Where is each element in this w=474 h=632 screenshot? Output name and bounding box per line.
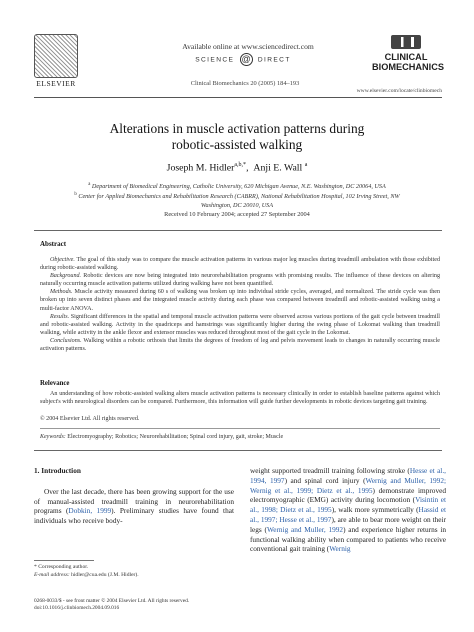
doi-line[interactable]: doi:10.1016/j.clinbiomech.2004.09.016	[34, 605, 120, 612]
citation-link[interactable]: Wernig	[329, 544, 351, 554]
body-text: ) and experience higher returns in functional walking ability when compared to patients who receive conventional gait training (	[250, 524, 447, 554]
body-text: ) and spinal cord injury (	[284, 475, 366, 485]
keywords-label: Keywords:	[40, 434, 66, 440]
keywords-divider	[40, 428, 440, 429]
citation-link[interactable]: Dobkin, 1999	[68, 506, 112, 516]
abstract-background: Background. Robotic devices are now being integrated into neurorehabilitation programs with promising results. The influence of these devices on altering naturally occurring muscle activation patterns utilized during walking have not been quantified.	[40, 273, 440, 288]
body-text: ), walk more symmetrically (	[331, 505, 419, 515]
elsevier-tree-icon	[34, 34, 78, 78]
abstract-objective: Objective. The goal of this study was to compare the muscle activation patterns in various major leg muscles during treadmill ambulation with those exhibited during robotic-assisted walking.	[40, 257, 440, 272]
keywords-list: Electromyography; Robotics; Neurorehabilitation; Spinal cord injury, gait, stroke; Muscle	[65, 434, 284, 440]
journal-citation: Clinical Biomechanics 20 (2005) 184–193	[190, 80, 300, 87]
abstract-conclusions: Conclusions. Walking within a robotic orthosis that limits the degrees of freedom of leg and pelvis movement leads to changes in naturally occurring muscle activation patterns.	[40, 337, 440, 353]
citation-link[interactable]: Hesse et al., 1994, 1997	[250, 466, 446, 485]
author-affil-sup[interactable]: a	[304, 162, 308, 168]
email-link[interactable]: hidler@cua.edu (J.M. Hidler).	[69, 571, 139, 578]
title-line-2: robotic-assisted walking	[171, 137, 303, 152]
body-text: ) demonstrate improved electromyographic (EMG) activity during locomotion (	[250, 485, 446, 505]
email-line: E-mail address: hidler@cua.edu (J.M. Hidler).	[34, 571, 139, 578]
sciencedirect-logo-left: SCIENCE	[195, 56, 235, 64]
relevance-heading: Relevance	[40, 380, 70, 387]
journal-logo	[372, 35, 444, 73]
journal-logo-line1: CLINICAL	[384, 52, 428, 62]
corresponding-author-note: * Corresponding author.	[34, 564, 89, 570]
citation-link[interactable]: Wernig and Muller, 1992	[266, 524, 344, 534]
abstract-results: Results. Significant differences in the spatial and temporal muscle activation patterns were observed across various portions of the gait cycle between treadmill and robotic-assisted walking. Activity in the quadriceps and hamstrings was significantly higher during the swing phase of Lokomat walking than treadmill walking, while activity in the ankle flexor and extensor muscles was reduced throughout most of the gait cycle in the Lokomat.	[40, 313, 440, 336]
bottom-meta	[34, 598, 254, 613]
intro-paragraph-1: Over the last decade, there has been growing support for the use of manual-assisted treadmill training in neurorehabilitation programs (Dobkin, 1999). Preliminary studies have found that individuals who receive body-	[34, 486, 234, 526]
citation-link[interactable]: Wernig and Muller, 1992; Wernig et al., 1999; Dietz et al., 1995	[250, 475, 446, 495]
relevance-body: An understanding of how robotic-assisted walking alters muscle activation patterns is necessary clinically in order to establish baseline patterns against which subject's with neurological disorders can be compared. Furthermore, this information will guide further developments in robotic devices targeting gait training.	[40, 391, 440, 406]
elsevier-logo	[34, 34, 78, 86]
body-divider	[34, 450, 442, 451]
author-affil-sup[interactable]: a,b,*	[234, 162, 247, 168]
section-heading-introduction: 1. Introduction	[34, 466, 81, 475]
publisher-name: ELSEVIER	[36, 79, 76, 88]
sciencedirect-logo-right: DIRECT	[257, 56, 291, 64]
affiliation-b: $^b$ Center for Applied Biomechanics and Rehabilitation Research (CABRR), National Rehabilitation Hospital, 102 Irving Street, NW Washington, DC 20010, USA	[74, 192, 400, 209]
body-text: weight supported treadmill training following stroke (	[250, 466, 410, 475]
abstract-body	[40, 256, 440, 353]
footnote-divider	[34, 560, 94, 561]
sciencedirect-at-icon: @	[241, 54, 251, 64]
affiliations	[70, 181, 404, 210]
abstract-methods: Methods. Muscle activity measured during 60 s of walking was broken up into individual stride cycles, averaged, and normalized. The stride cycle was then broken up into seven distinct phases and the integrated muscle activity during each phase was compared between treadmill and robotic-assisted walking using a multi-factor ANOVA.	[40, 289, 440, 312]
author-name: Joseph M. Hidler	[166, 162, 235, 174]
intro-right-column	[250, 466, 446, 554]
header-divider	[34, 97, 442, 98]
affiliation-a: $^a$ Department of Biomedical Engineering, Catholic University, 620 Michigan Avenue, N.E. Washington, DC 20064, USA	[88, 182, 386, 191]
copyright-line: © 2004 Elsevier Ltd. All rights reserved.	[40, 416, 140, 422]
journal-url[interactable]: www.elsevier.com/locate/clinbiomech	[356, 88, 442, 94]
available-online-text[interactable]: Available online at www.sciencedirect.com	[182, 42, 314, 51]
journal-logo-icon	[391, 35, 421, 49]
citation-link[interactable]: Visintin et al., 1998; Dietz et al., 1995	[250, 495, 446, 515]
title-divider	[34, 230, 442, 231]
article-title	[60, 121, 414, 153]
issn-line: 0268-0033/$ - see front matter © 2004 Elsevier Ltd. All rights reserved.	[34, 598, 190, 604]
footnote	[34, 564, 234, 579]
journal-logo-line2: BIOMECHANICS	[372, 62, 444, 73]
body-text: ), are able to bear more weight on their legs (	[250, 514, 447, 534]
abstract-heading: Abstract	[40, 240, 67, 248]
title-line-1: Alterations in muscle activation patterns during	[109, 121, 365, 136]
keywords	[40, 434, 440, 440]
author-name: Anji E. Wall	[253, 162, 303, 174]
citation-link[interactable]: Hassid et al., 1997; Hesse et al., 1997	[250, 505, 446, 524]
author-list: Joseph M. Hidler$^{a,b,*}$, Anji E. Wall $^a$	[166, 162, 308, 174]
received-dates: Received 10 February 2004; accepted 27 September 2004	[164, 211, 310, 218]
sciencedirect-logo	[178, 53, 308, 66]
intro-left-column	[34, 466, 234, 526]
